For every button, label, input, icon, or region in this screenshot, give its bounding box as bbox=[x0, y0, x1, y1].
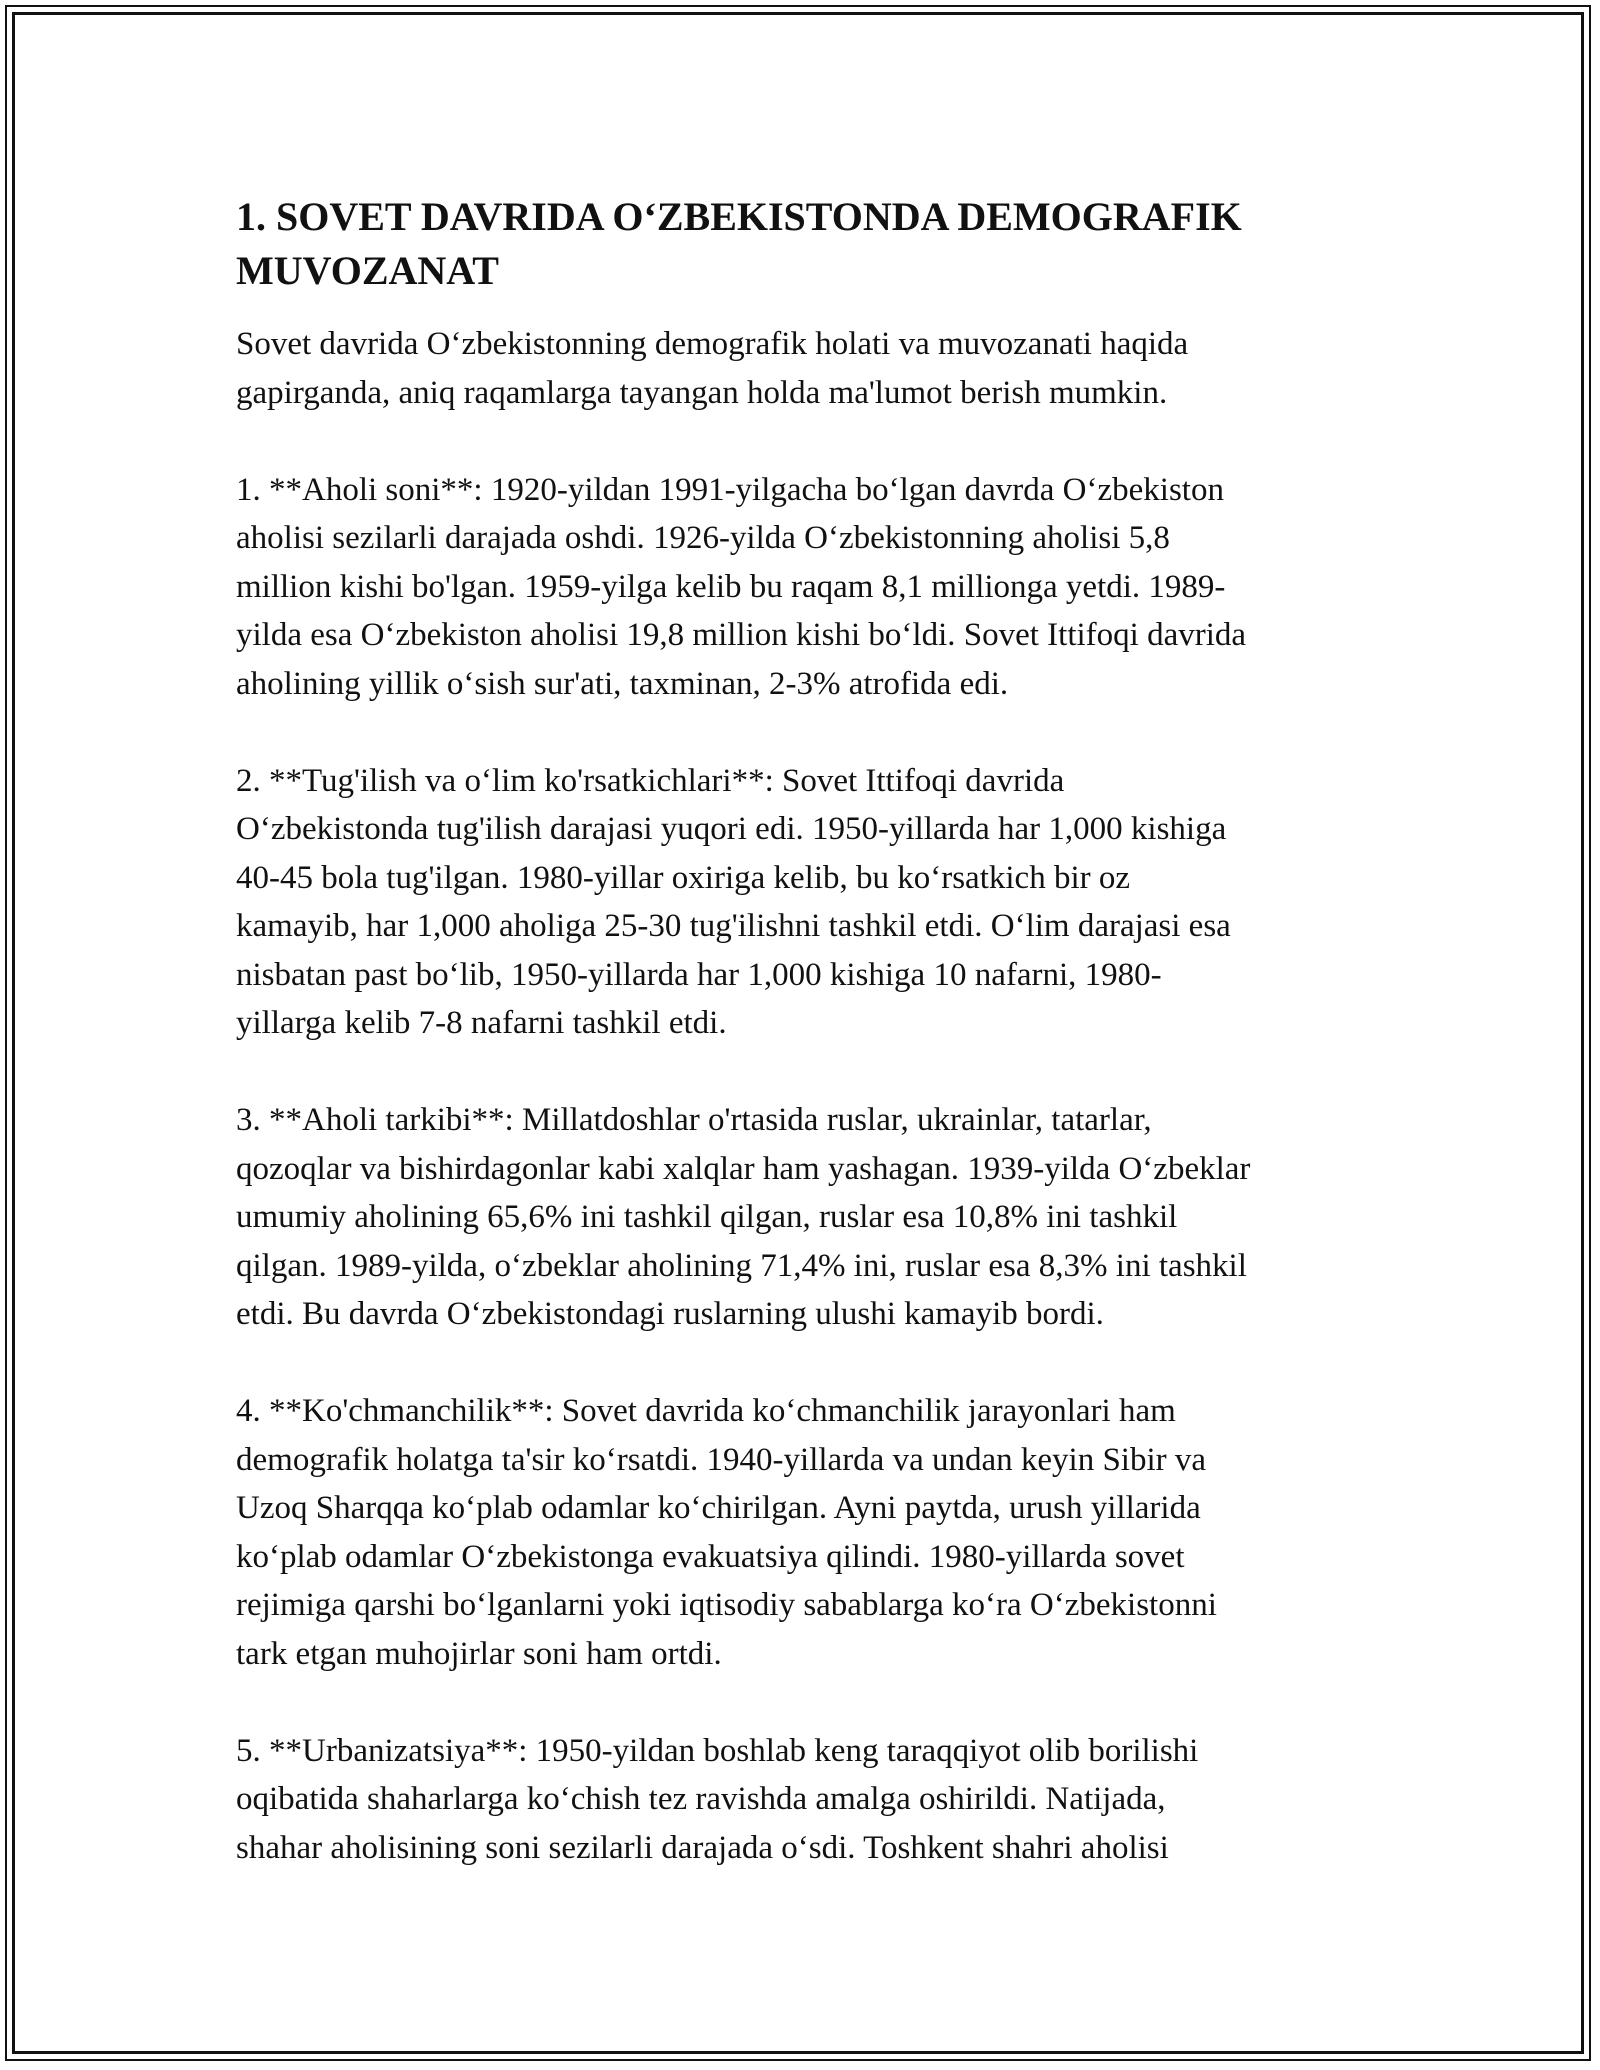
section-migration: 4. **Ko'chmanchilik**: Sovet davrida ko‘chmanchilik jarayonlari ham demografik holatga ta'sir ko‘rsatdi. 1940-yillarda va undan keyin Sibir va Uzoq Sharqqa ko‘plab odamlar ko‘chirilgan. Ayni paytda, urush yillarida ko‘plab odamlar O‘zbekistonga evakuatsiya qilindi. 1980-yillarda sovet rejimiga qarshi bo‘lganlarni yoki iqtisodiy sabablarga ko‘ra O‘zbekistonni tark etgan muhojirlar soni ham ortdi. bbox=[236, 1393, 1217, 1672]
document-title: 1. SOVET DAVRIDA O‘ZBEKISTONDA DEMOGRAFIK MUVOZANAT bbox=[236, 194, 1242, 293]
section-urbanization: 5. **Urbanizatsiya**: 1950-yildan boshlab keng taraqqiyot olib borilishi oqibatida shaharlarga ko‘chish tez ravishda amalga oshirildi. Natijada, shahar aholisining soni sezilarli darajada o‘sdi. Toshkent shahri aholisi bbox=[236, 1732, 1199, 1866]
intro-paragraph: Sovet davrida O‘zbekistonning demografik holati va muvozanati haqida gapirganda, aniq raqamlarga tayangan holda ma'lumot berish mumkin. bbox=[236, 326, 1189, 411]
section-birth-death-rates: 2. **Tug'ilish va o‘lim ko'rsatkichlari**: Sovet Ittifoqi davrida O‘zbekistonda tug'ilish darajasi yuqori edi. 1950-yillarda har 1,000 kishiga 40-45 bola tug'ilgan. 1980-yillar oxiriga kelib, bu ko‘rsatkich bir oz kamayib, har 1,000 aholiga 25-30 tug'ilishni tashkil etdi. O‘lim darajasi esa nisbatan past bo‘lib, 1950-yillarda har 1,000 kishiga 10 nafarni, 1980- yillarga kelib 7-8 nafarni tashkil etdi. bbox=[236, 762, 1231, 1041]
document-body bbox=[236, 190, 1376, 1872]
section-population: 1. **Aholi soni**: 1920-yildan 1991-yilgacha bo‘lgan davrda O‘zbekiston aholisi sezilarli darajada oshdi. 1926-yilda O‘zbekistonning aholisi 5,8 million kishi bo'lgan. 1959-yilga kelib bu raqam 8,1 millionga yetdi. 1989- yilda esa O‘zbekiston aholisi 19,8 million kishi bo‘ldi. Sovet Ittifoqi davrida aholining yillik o‘sish sur'ati, taxminan, 2-3% atrofida edi. bbox=[236, 471, 1247, 702]
section-population-composition: 3. **Aholi tarkibi**: Millatdoshlar o'rtasida ruslar, ukrainlar, tatarlar, qozoqlar va bishirdagonlar kabi xalqlar ham yashagan. 1939-yilda O‘zbeklar umumiy aholining 65,6% ini tashkil qilgan, ruslar esa 10,8% ini tashkil qilgan. 1989-yilda, o‘zbeklar aholining 71,4% ini, ruslar esa 8,3% ini tashkil etdi. Bu davrda O‘zbekistondagi ruslarning ulushi kamayib bordi. bbox=[236, 1102, 1251, 1332]
